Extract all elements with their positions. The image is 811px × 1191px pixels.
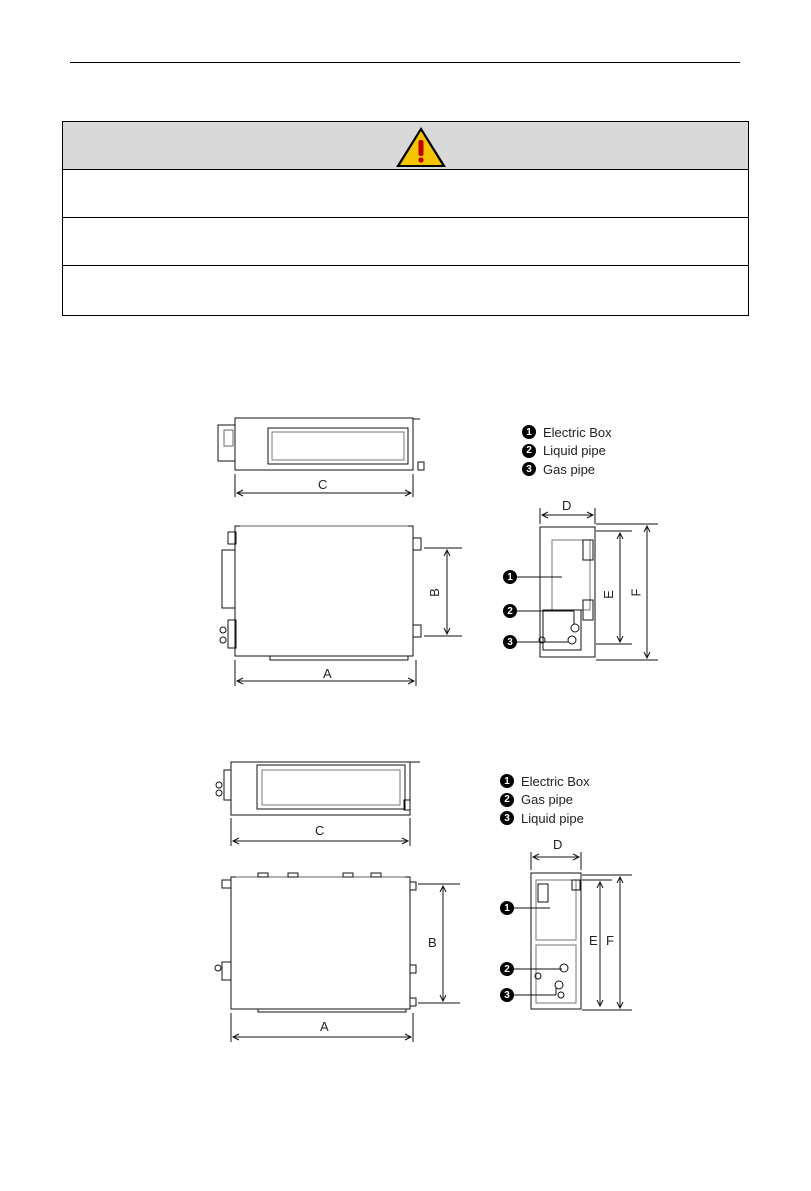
figure2-dim-d: D xyxy=(553,837,563,852)
figure1-dim-d: D xyxy=(562,498,572,513)
figure1-callout-3: 3 xyxy=(503,635,517,649)
legend-number: 3 xyxy=(500,811,514,825)
figure2-dim-a: A xyxy=(320,1019,329,1034)
figure2-legend xyxy=(500,772,590,828)
legend-label: Electric Box xyxy=(521,773,590,789)
figure2-callout-2: 2 xyxy=(500,962,514,976)
figure1-dim-e: E xyxy=(600,590,616,599)
figure1-dim-c: C xyxy=(318,477,328,492)
figure1-callout-1: 1 xyxy=(503,570,517,584)
legend-label: Electric Box xyxy=(543,424,612,440)
legend-number: 3 xyxy=(522,462,536,476)
figure1-dim-a: A xyxy=(323,666,332,681)
legend-label: Gas pipe xyxy=(521,792,574,808)
legend-item xyxy=(500,791,590,810)
figure1-dim-f: F xyxy=(628,588,644,597)
legend-number: 2 xyxy=(522,444,536,458)
figure2-side-view xyxy=(514,852,632,1010)
figure2-dim-b: B xyxy=(428,935,437,950)
figure2-callout-1: 1 xyxy=(500,901,514,915)
figure2-dim-e: E xyxy=(589,933,598,948)
legend-number: 1 xyxy=(500,774,514,788)
figure1-callout-2: 2 xyxy=(503,604,517,618)
legend-number: 2 xyxy=(500,793,514,807)
figure2-dim-f: F xyxy=(606,933,614,948)
legend-label: Liquid pipe xyxy=(521,810,584,826)
figure2-dim-c: C xyxy=(315,823,325,838)
figure1-dim-b: B xyxy=(426,588,442,597)
figure2-callout-3: 3 xyxy=(500,988,514,1002)
legend-item xyxy=(500,772,590,791)
figure2-front-view xyxy=(215,873,460,1042)
legend-label: Liquid pipe xyxy=(543,443,606,459)
legend-label: Gas pipe xyxy=(543,461,596,477)
legend-number: 1 xyxy=(522,425,536,439)
legend-item xyxy=(500,809,590,828)
